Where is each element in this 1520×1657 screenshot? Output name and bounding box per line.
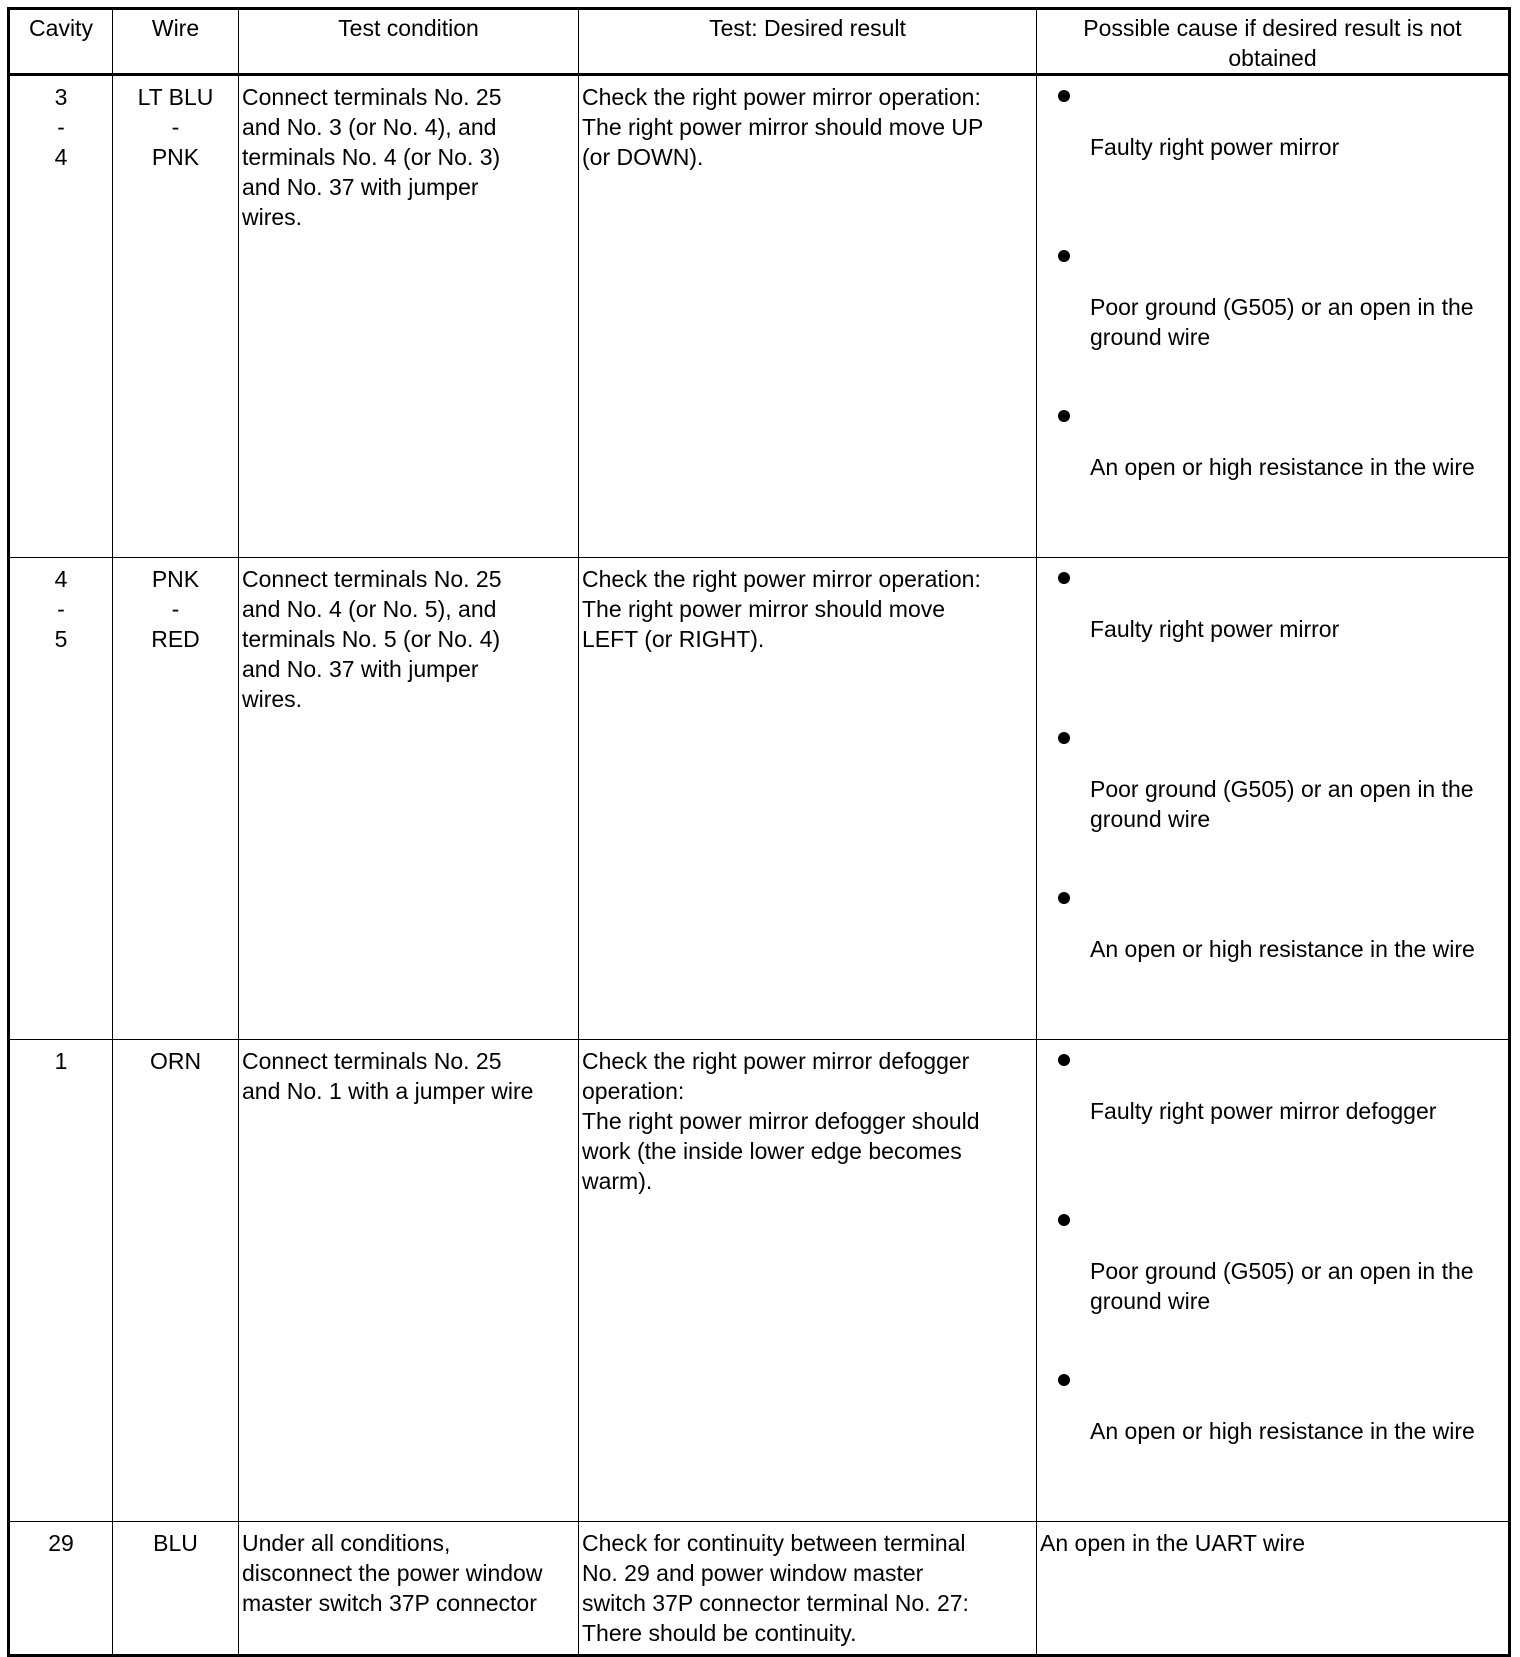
header-wire: Wire xyxy=(113,9,239,75)
test-condition-cell: Connect terminals No. 25 and No. 3 (or No. 4), and terminals No. 4 (or No. 3) and No. 37 with jumper wires. xyxy=(239,75,579,558)
bullet-icon xyxy=(1058,572,1070,584)
wire-value: PNK xyxy=(151,144,200,170)
bullet-icon xyxy=(1058,892,1070,904)
cause-list xyxy=(1037,77,1508,557)
bullet-icon xyxy=(1058,1374,1070,1386)
cause-list xyxy=(1037,559,1508,1039)
desired-result-cell: Check the right power mirror defogger operation: The right power mirror defogger should work (the inside lower edge becomes warm). xyxy=(579,1040,1037,1522)
cause-item: An open or high resistance in the wire xyxy=(1037,397,1508,557)
cause-item: An open or high resistance in the wire xyxy=(1037,879,1508,1039)
table-row xyxy=(9,558,1510,1040)
wire-value: BLU xyxy=(153,1530,198,1556)
cause-list xyxy=(1037,1041,1508,1521)
test-condition-cell: Connect terminals No. 25 and No. 4 (or No. 5), and terminals No. 5 (or No. 4) and No. 37 with jumper wires. xyxy=(239,558,579,1040)
wire-value: RED xyxy=(151,626,200,652)
header-possible-cause: Possible cause if desired result is not obtained xyxy=(1037,9,1510,75)
cavity-value: 4 xyxy=(54,144,68,170)
wire-value: - xyxy=(171,596,180,622)
test-procedure-table xyxy=(7,7,1511,1657)
header-cavity: Cavity xyxy=(9,9,113,75)
cause-item: Poor ground (G505) or an open in the ground wire xyxy=(1037,1201,1508,1361)
cause-item: Poor ground (G505) or an open in the ground wire xyxy=(1037,237,1508,397)
wire-cell xyxy=(113,75,239,558)
table-row xyxy=(9,75,1510,558)
wire-cell xyxy=(113,1040,239,1522)
cavity-value: - xyxy=(57,114,65,140)
cause-item: An open or high resistance in the wire xyxy=(1037,1361,1508,1521)
cavity-cell xyxy=(9,75,113,558)
cause-item: Faulty right power mirror xyxy=(1037,559,1508,719)
cavity-cell xyxy=(9,558,113,1040)
desired-result-cell: Check the right power mirror operation: The right power mirror should move LEFT (or RIGHT). xyxy=(579,558,1037,1040)
cavity-cell xyxy=(9,1522,113,1656)
bullet-icon xyxy=(1058,732,1070,744)
wire-value: ORN xyxy=(149,1048,202,1074)
table-row xyxy=(9,1522,1510,1656)
header-desired-result: Test: Desired result xyxy=(579,9,1037,75)
possible-cause-cell xyxy=(1037,1040,1510,1522)
possible-cause-cell: An open in the UART wire xyxy=(1037,1522,1510,1656)
cause-item: Faulty right power mirror xyxy=(1037,77,1508,237)
bullet-icon xyxy=(1058,410,1070,422)
cavity-value: 5 xyxy=(54,626,68,652)
cavity-value: 3 xyxy=(54,84,68,110)
wire-value: - xyxy=(171,114,180,140)
test-condition-cell: Connect terminals No. 25 and No. 1 with a jumper wire xyxy=(239,1040,579,1522)
cavity-cell xyxy=(9,1040,113,1522)
possible-cause-cell xyxy=(1037,75,1510,558)
cause-item: Faulty right power mirror defogger xyxy=(1037,1041,1508,1201)
wire-cell xyxy=(113,558,239,1040)
header-row xyxy=(9,9,1510,75)
wire-value: LT BLU xyxy=(137,84,214,110)
desired-result-cell: Check the right power mirror operation: The right power mirror should move UP (or DOWN). xyxy=(579,75,1037,558)
cavity-value: 1 xyxy=(54,1048,68,1074)
cavity-value: - xyxy=(57,596,65,622)
cause-item: Poor ground (G505) or an open in the ground wire xyxy=(1037,719,1508,879)
bullet-icon xyxy=(1058,250,1070,262)
wire-cell xyxy=(113,1522,239,1656)
header-test-condition: Test condition xyxy=(239,9,579,75)
test-condition-cell: Under all conditions, disconnect the power window master switch 37P connector xyxy=(239,1522,579,1656)
wire-value: PNK xyxy=(151,566,200,592)
cavity-value: 29 xyxy=(48,1530,74,1556)
desired-result-cell: Check for continuity between terminal No. 29 and power window master switch 37P connector terminal No. 27: There should be continuity. xyxy=(579,1522,1037,1656)
table-row xyxy=(9,1040,1510,1522)
bullet-icon xyxy=(1058,1214,1070,1226)
cavity-value: 4 xyxy=(54,566,68,592)
possible-cause-cell xyxy=(1037,558,1510,1040)
bullet-icon xyxy=(1058,90,1070,102)
bullet-icon xyxy=(1058,1054,1070,1066)
